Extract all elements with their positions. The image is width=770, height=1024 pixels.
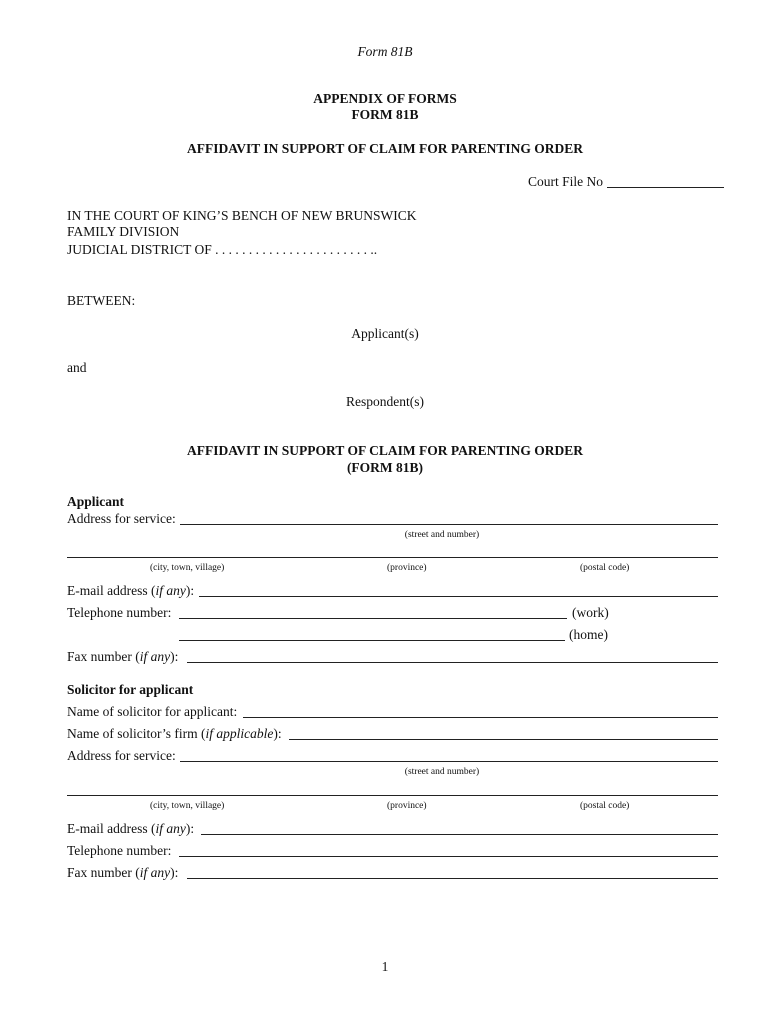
solicitor-email-field[interactable] <box>201 834 718 835</box>
solicitor-telephone-label: Telephone number: <box>67 843 172 858</box>
solicitor-fax-field[interactable] <box>187 878 718 879</box>
applicant-street-field[interactable] <box>180 524 718 525</box>
between-label: BETWEEN: <box>67 293 136 308</box>
court-file-field[interactable] <box>607 187 724 188</box>
solicitor-address-label: Address for service: <box>67 748 176 763</box>
applicant-telephone-label: Telephone number: <box>67 605 172 620</box>
appendix-title: APPENDIX OF FORMS <box>313 91 457 106</box>
applicant-home-phone-field[interactable] <box>179 640 565 641</box>
applicant-party-label: Applicant(s) <box>351 326 419 341</box>
applicant-email-label: E-mail address (if any): <box>67 583 195 598</box>
judicial-district: JUDICIAL DISTRICT OF . . . . . . . . . . . . . . . . . . . . . . . .. <box>67 242 378 257</box>
solicitor-name-label: Name of solicitor for applicant: <box>67 704 238 719</box>
applicant-city-province-postal-field[interactable] <box>67 557 718 558</box>
applicant-postal-caption: (postal code) <box>580 563 630 573</box>
solicitor-fax-label: Fax number (if any): <box>67 865 179 880</box>
solicitor-email-label: E-mail address (if any): <box>67 821 195 836</box>
applicant-street-caption: (street and number) <box>404 530 480 540</box>
solicitor-postal-caption: (postal code) <box>580 801 630 811</box>
applicant-email-field[interactable] <box>199 596 718 597</box>
court-division: FAMILY DIVISION <box>67 224 180 239</box>
document-title: AFFIDAVIT IN SUPPORT OF CLAIM FOR PARENTING ORDER <box>187 141 583 156</box>
solicitor-street-caption: (street and number) <box>404 767 480 777</box>
applicant-province-caption: (province) <box>387 563 427 573</box>
page-number: 1 <box>381 959 389 974</box>
respondent-party-label: Respondent(s) <box>346 394 424 409</box>
applicant-heading: Applicant <box>67 494 125 509</box>
solicitor-name-field[interactable] <box>243 717 718 718</box>
solicitor-firm-field[interactable] <box>289 739 718 740</box>
solicitor-firm-label: Name of solicitor’s firm (if applicable): <box>67 726 282 741</box>
applicant-work-label: (work) <box>572 605 609 620</box>
applicant-city-caption: (city, town, village) <box>150 563 225 573</box>
solicitor-city-province-postal-field[interactable] <box>67 795 718 796</box>
applicant-home-label: (home) <box>569 627 608 642</box>
solicitor-city-caption: (city, town, village) <box>150 801 225 811</box>
affidavit-title: AFFIDAVIT IN SUPPORT OF CLAIM FOR PARENTING ORDER <box>187 443 583 458</box>
solicitor-province-caption: (province) <box>387 801 427 811</box>
solicitor-street-field[interactable] <box>180 761 718 762</box>
solicitor-heading: Solicitor for applicant <box>67 682 194 697</box>
form-label: Form 81B <box>357 44 413 59</box>
applicant-work-phone-field[interactable] <box>179 618 567 619</box>
applicant-address-label: Address for service: <box>67 511 176 526</box>
applicant-fax-field[interactable] <box>187 662 718 663</box>
affidavit-subtitle: (FORM 81B) <box>346 460 424 475</box>
and-label: and <box>67 360 87 375</box>
court-name: IN THE COURT OF KING’S BENCH OF NEW BRUNSWICK <box>67 208 417 223</box>
court-file-label: Court File No <box>528 174 604 189</box>
solicitor-telephone-field[interactable] <box>179 856 718 857</box>
form-number-title: FORM 81B <box>351 107 419 122</box>
applicant-fax-label: Fax number (if any): <box>67 649 179 664</box>
